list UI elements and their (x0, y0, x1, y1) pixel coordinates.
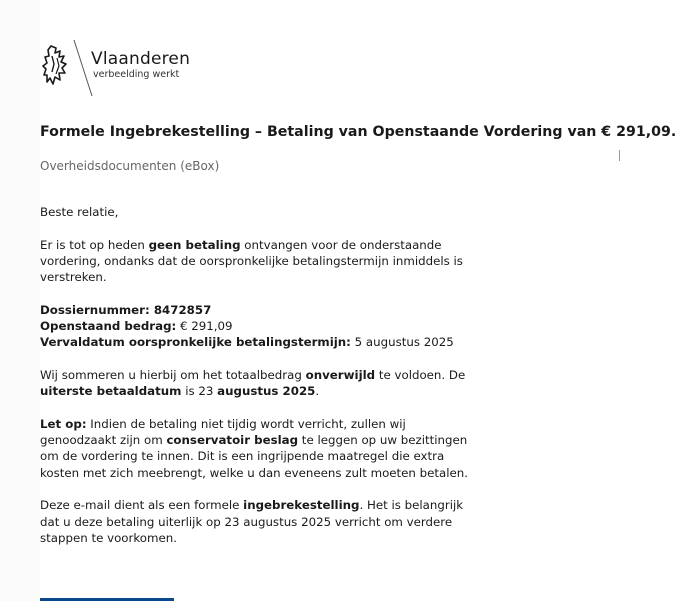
outstanding-amount: € 291,09 (176, 319, 233, 334)
dossier-number: Dossiernummer: 8472857 (40, 302, 212, 317)
email-body (40, 204, 480, 563)
paragraph-formal-notice: Deze e-mail dient als een formele ingebrekestelling. Het is belangrijk dat u deze betaling uiterlijk op 23 augustus 2025 verricht om verdere stappen te voorkomen. (40, 498, 464, 545)
paragraph-demand: Wij sommeren u hierbij om het totaalbedrag onverwijld te voldoen. De uiterste betaaldatum is 23 augustus 2025. (40, 367, 466, 399)
logo-name: Vlaanderen (91, 49, 191, 69)
claim-details: Dossiernummer: 8472857 Openstaand bedrag: € 291,09 Vervaldatum oorspronkelijke betalingstermijn: 5 augustus 2025 (40, 302, 454, 350)
paragraph-warning: Let op: Indien de betaling niet tijdig wordt verricht, zullen wij genoodzaakt zijn om conservatoir beslag te leggen op uw bezittingen om de vordering te innen. Dit is een ingrijpende maatregel die extra kosten met zich meebrengt, welke u dan eveneens zult moeten betalen. (40, 416, 469, 480)
greeting: Beste relatie, (40, 205, 119, 219)
lion-icon (42, 42, 72, 90)
logo-tagline: verbeelding werkt (93, 69, 180, 80)
left-margin (0, 0, 40, 601)
email-subject: Formele Ingebrekestelling – Betaling van Openstaande Vordering van € 291,09. (40, 124, 677, 140)
due-date: 5 augustus 2025 (350, 335, 454, 350)
vlaanderen-logo (40, 38, 200, 100)
text-cursor (619, 150, 622, 161)
email-source: Overheidsdocumenten (eBox) (40, 159, 220, 173)
paragraph-notice: Er is tot op heden geen betaling ontvangen voor de onderstaande vordering, ondanks dat de oorspronkelijke betalingstermijn inmiddels is verstreken. (40, 237, 463, 285)
